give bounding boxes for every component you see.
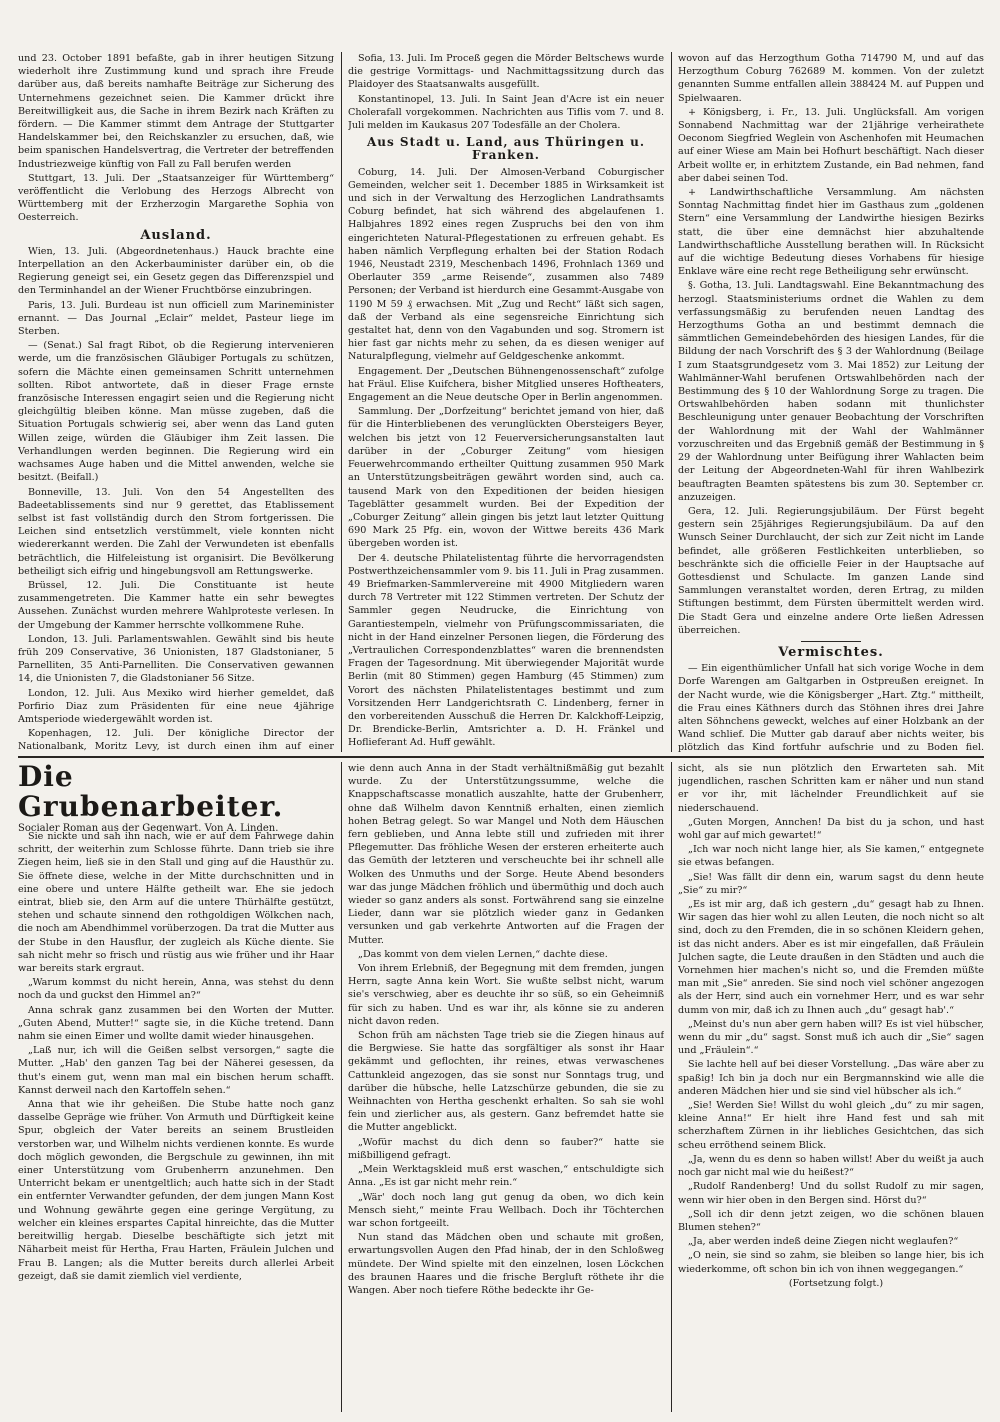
article-wien: Wien, 13. Juli. (Abgeordnetenhaus.) Hauck brachte eine Interpellation an den Ackerbauminister darüber ein, ob die Regierung geneigt sei, ein Gesetz gegen das Differenzspiel und den Terminhandel an der Wiener Fruchtbörse einzubringen. [18, 245, 334, 297]
serial-subtitle: Socialer Roman aus der Gegenwart. Von A. Linden. [18, 823, 279, 832]
article-ausfuhr-continued: wovon auf das Herzogthum Gotha 714790 M, und auf das Herzogthum Coburg 762689 M. kommen. Von der zuletzt genannten Summe entfallen allein 388424 M. auf Puppen und Spielwaaren. [678, 53, 984, 104]
serial-paragraph: „Sie! Werden Sie! Willst du wohl gleich „du“ zu mir sagen, kleine Anna!“ Er hielt ihre Hand fest und sah mit scherzhaftem Zürnen in ihr liebliches Gesichtchen, das sich scheu erröthend seinem Blick. [678, 1100, 984, 1151]
article-paris-senat: — (Senat.) Sal fragt Ribot, ob die Regierung intervenieren werde, um die französischen Gläubiger Portugals zu schützen, sofern die Mächte einen gemeinsamen Schritt unternehmen sollten. Ribot antwortete, daß in dieser Frage ernste französische Interessen engagirt seien und die Regierung nicht gleichgültig bleiben könne. Man müsse zugeben, daß die Situation Portugals schwierig sei, aber wenn das Land guten Willen zeige, würden die Gläubiger ihm Zeit lassen. Die Verhandlungen werden beginnen. Die Regierung wird ein wachsames Auge haben und die Mittel anwenden, welche sie besitzt. (Beifall.) [18, 340, 334, 484]
serial-paragraph: „Ja, aber werden indeß deine Ziegen nicht weglaufen?“ [688, 1236, 959, 1248]
serial-paragraph: „O nein, sie sind so zahm, sie bleiben so lange hier, bis ich wiederkomme, oft schon bin ich von ihnen weggegangen.“ [678, 1250, 984, 1275]
article-konstantinopel: Konstantinopel, 13. Juli. In Saint Jean d'Acre ist ein neuer Cholerafall vorgekommen. Nachrichten aus Tiflis vom 7. und 8. Juli melden im Kaukasus 207 Todesfälle an der Cholera. [348, 93, 664, 132]
column-divider [671, 762, 672, 1412]
column-top-left [18, 52, 334, 752]
serial-paragraph: „Soll ich dir denn jetzt zeigen, wo die schönen blauen Blumen stehen?“ [678, 1208, 984, 1233]
article-bonneville: Bonneville, 13. Juli. Von den 54 Angestellten des Badeetablissements sind nur 9 gerettet, das Etablissement selbst ist fast vollständig durch den Strom fortgerissen. Die Leichen sind entsetzlich verstümmelt, viele konnten nicht wiedererkannt werden. Die Zahl der Verwundeten ist ebenfalls beträchtlich, die Hilfeleistung ist organisirt. Die Bevölkerung betheiligt sich eifrig und hingebungsvoll am Rettungswerke. [18, 486, 334, 577]
serial-continued-note: (Fortsetzung folgt.) [788, 1277, 884, 1289]
serial-paragraph: sicht, als sie nun plötzlich den Erwarteten sah. Mit jugendlichen, raschen Schritten kam er näher und nun stand er vor ihr, mit lächelnder Freundlichkeit auf sie niederschauend. [678, 763, 984, 814]
article-london-1: London, 13. Juli. Parlamentswahlen. Gewählt sind bis heute früh 209 Conservative, 36 Unionisten, 187 Gladstonianer, 5 Parnelliten, 35 Anti-Parnelliten. Die Conservativen gewannen 14, die Unionisten 7, die Gladstonianer 56 Sitze. [18, 633, 334, 685]
article-sofia: Sofia, 13. Juli. Im Proceß gegen die Mörder Beltschews wurde die gestrige Vormittags- und Nachmittagssitzung durch das Plaidoyer des Staatsanwalts ausgefüllt. [348, 53, 664, 91]
serial-paragraph: „Rudolf Randenberg! Und du sollst Rudolf zu mir sagen, wenn wir hier oben in den Bergen sind. Hörst du?“ [678, 1181, 984, 1206]
section-heading-ausland: Ausland. [140, 227, 212, 243]
section-heading-vermischtes: Vermischtes. [778, 644, 884, 660]
article-bruessel: Brüssel, 12. Juli. Die Constituante ist heute zusammengetreten. Die Kammer hatte ein sehr bewegtes Aussehen. Zunächst wurden mehrere Wahlproteste verlesen. In der Umgebung der Kammer herrschte vollkommene Ruhe. [18, 579, 334, 631]
article-unfall: — Ein eigenthümlicher Unfall hat sich vorige Woche in dem Dorfe Warengen am Galtgarben in Ostpreußen ereignet. In der Nacht wurde, wie die Königsberger „Hart. Ztg.“ mittheilt, die Frau eines Käthners durch das Stöhnen ihres drei Jahre alten Söhnchens geweckt, welches auf einer Holzbank an der Wand schlief. Die Mutter gab darauf aber nichts weiter, bis plötzlich das Kind fortfuhr aufschrie und zu Boden fiel. [678, 663, 984, 752]
column-divider [341, 52, 342, 752]
serial-paragraph: Schon früh am nächsten Tage trieb sie die Ziegen hinaus auf die Bergwiese. Sie hatte das sorgfältiger als sonst ihr Haar gekämmt und geflochten, ihr reines, etwas verwaschenes Cattunkleid angezogen, das sie sonst nur Sonntags trug, und darüber die hübsche, helle Latzschürze gebunden, die sie zu Weihnachten von Hertha geschenkt erhalten. So sah sie wohl fein und zierlicher aus, als gestern. Ganz befremdet hatte sie die Mutter angeblickt. [348, 1030, 664, 1134]
serial-column-2 [348, 762, 664, 1412]
article-koenigsberg: + Königsberg, i. Fr., 13. Juli. Unglücksfall. Am vorigen Sonnabend Nachmittag war der 21jährige verheirathete Oeconom Siegfried Weglein von Aschenhofen mit Heumachen auf einer Wiese am Main bei Hofhurt beschäftigt. Nach dieser Arbeit wollte er, in erhitztem Zustande, ein Bad nehmen, fand aber dabei seinen Tod. [678, 106, 984, 184]
serial-paragraph: Anna schrak ganz zusammen bei den Worten der Mutter. „Guten Abend, Mutter!“ sagte sie, in die Küche tretend. Dann nahm sie einen Eimer und wollte damit wieder hinausgehen. [18, 1004, 334, 1043]
serial-heading [18, 762, 334, 832]
serial-paragraph: „Das kommt von dem vielen Lernen,“ dachte diese. [358, 948, 608, 960]
article-philatelistentag: Der 4. deutsche Philatelistentag führte die hervorragendsten Postwerthzeichensammler vom 9. bis 11. Juli in Prag zusammen. 49 Briefmarken-Sammlervereine mit 4900 Mitgliedern waren durch 78 Vertreter mit 122 Stimmen vertreten. Der Schutz der Sammler gegen Neudrucke, die Einrichtung von Garantiestempeln, vielmehr von Prüfungscommissariaten, die nicht in der Hand einzelner Personen liegen, die Förderung des „Vertraulichen Correspondenzblattes“ waren die brennendsten Fragen der Tagesordnung. Mit überwiegender Majorität wurde Berlin (mit 80 Stimmen) gegen Hamburg (45 Stimmen) zum Vorort des nächsten Philatelistentages bestimmt und zum Vorsitzenden Herr Landgerichtsrath C. Lindenberg, ferner in den vorbereitenden Ausschuß die Herren Dr. Kalckhoff-Leipzig, Dr. Brendicke-Berlin, Amtsrichter a. D. H. Fränkel und Hoflieferant Ad. Huff gewählt. [348, 552, 664, 749]
article-gotha: §. Gotha, 13. Juli. Landtagswahl. Eine Bekanntmachung des herzogl. Staatsministeriums ordnet die Wahlen zu dem verfassungsmäßig zu berufenden neuen Landtag des Herzogthums Gotha an und bestimmt demnach die sämmtlichen Gemeindebehörden des hiesigen Landes, für die Bildung der nach Vorschrift des § 3 der Wahlordnung (Beilage I zum Staatsgrundgesetz vom 3. Mai 1852) zur Leitung der Wahlmänner-Wahl berufenen Ortswahlbehörden nach der Bestimmung des § 10 der Wahlordnung Sorge zu tragen. Die Ortswahlbehörden haben sodann mit thunlichster Beschleunigung unter genauer Beobachtung der Vorschriften der Wahlordnung mit der Wahl der Wahlmänner vorzuschreiten und das Ergebniß gemäß der Bestimmung in § 29 der Wahlordnung unter Beifügung ihrer Wahlacten beim der Leitung der Abgeordneten-Wahl für ihren Wahlbezirk beauftragten Beamten spätestens bis zum 30. September cr. anzuzeigen. [678, 280, 984, 503]
feuilleton-rule [18, 756, 984, 758]
serial-paragraph: wie denn auch Anna in der Stadt verhältnißmäßig gut bezahlt wurde. Zu der Unterstützungssumme, welche die Knappschaftscasse monatlich auszahlte, hatte der Grubenherr, ohne daß Wilhelm davon Kenntniß erhalten, einen ziemlich hohen Betrag gelegt. So war Mangel und Noth dem Häuschen fern geblieben, und Anna lebte still und zufrieden mit ihrer Pflegemutter. Das fröhliche Wesen der ersteren erheiterte auch das Gemüth der letzteren und verscheuchte bei ihr schnell alle Wolken des Unmuths und der Sorge. Heute Abend besonders war das junge Mädchen fröhlich und übermüthig und doch auch wieder so ganz anders als sonst. Fortwährend sang sie einzelne Lieder, dann war sie plötzlich wieder ganz in Gedanken versunken und gab verkehrte Antworten auf die Fragen der Mutter. [348, 763, 664, 946]
serial-paragraph: „Wofür machst du dich denn so fauber?“ hatte sie mißbilligend gefragt. [348, 1136, 664, 1161]
column-top-middle [348, 52, 664, 752]
article-engagement: Engagement. Der „Deutschen Bühnengenossenschaft“ zufolge hat Fräul. Elise Kuifchera, bisher Mitglied unseres Hoftheaters, Engagement an die Neue deutsche Oper in Berlin angenommen. [348, 365, 664, 404]
serial-paragraph: „Meinst du's nun aber gern haben will? Es ist viel hübscher, wenn du mir „du“ sagst. Sonst muß ich auch dir „Sie“ sagen und „Fräulein“.“ [678, 1018, 984, 1057]
column-divider [341, 762, 342, 1412]
article-paris: Paris, 13. Juli. Burdeau ist nun officiell zum Marineminister ernannt. — Das Journal „Eclair“ meldet, Pasteur liege im Sterben. [18, 299, 334, 338]
section-heading-stadt-land: Aus Stadt u. Land, aus Thüringen u. Franken. [366, 135, 646, 163]
article-coburg-almosen: Coburg, 14. Juli. Der Almosen-Verband Coburgischer Gemeinden, welcher seit 1. December 1885 in Wirksamkeit ist und sich in der Verwaltung des Herzoglichen Landrathsamts Coburg befindet, hat sich während des abgelaufenen 1. Halbjahres 1892 eines regen Zuspruchs bei den von ihm eingerichteten Natural-Pflegestationen zu erfreuen gehabt. Es haben nämlich Verpflegung erhalten bei der Station Rodach 1946, Neustadt 2319, Meschenbach 1496, Frohnlach 1369 und Oberlauter 359 „arme Reisende“, zusammen also 7489 Personen; der Verband ist hierdurch eine Gesammt-Ausgabe von 1190 M 59 ₰ erwachsen. Mit „Zug und Recht“ läßt sich sagen, daß der Verband als eine segensreiche Einrichtung sich gestaltet hat, denn von den Vagabunden und sog. Stromern ist hier fast gar nichts mehr zu sehen, da es diesen weniger auf Naturalpflegung, vielmehr auf Geldgeschenke ankommt. [348, 166, 664, 363]
serial-paragraph: „Guten Morgen, Annchen! Da bist du ja schon, und hast wohl gar auf mich gewartet!“ [678, 816, 984, 842]
article-stuttgart: Stuttgart, 13. Juli. Der „Staatsanzeiger für Württemberg“ veröffentlicht die Verlobung des Herzogs Albrecht von Württemberg mit der Erzherzogin Margarethe Sophia von Oesterreich. [18, 172, 334, 224]
article-london-2: London, 12. Juli. Aus Mexiko wird hierher gemeldet, daß Porfirio Diaz zum Präsidenten für eine neue 4jährige Amtsperiode wiedergewählt worden ist. [18, 687, 334, 725]
article-gera: Gera, 12. Juli. Regierungsjubiläum. Der Fürst begeht gestern sein 25jähriges Regierungsjubiläum. Da auf den Wunsch Seiner Durchlaucht, der sich zur Zeit nicht im Lande befindet, alle größeren Festlichkeiten unterblieben, so beschränkte sich die officielle Feier in der Hauptsache auf Gottesdienst und Schulacte. Im ganzen Lande sind Sammlungen veranstaltet worden, deren Ertrag, zu milden Stiftungen bestimmt, dem Fürsten übermittelt werden wird. Die Stadt Gera und einzelne andere Orte ließen Adressen überreichen. [678, 505, 984, 636]
serial-paragraph: Nun stand das Mädchen oben und schaute mit großen, erwartungsvollen Augen den Pfad hinab, der in den Schloßweg mündete. Der Wind spielte mit den einzelnen, losen Löckchen des braunen Haares und die frische Bergluft röthete ihr die Wangen. Aber noch tiefere Röthe bedeckte ihr Ge- [348, 1232, 664, 1296]
article-continuation: und 23. October 1891 befaßte, gab in ihrer heutigen Sitzung wiederholt ihre Zustimmung kund und sprach ihre Freude darüber aus, daß bereits namhafte Beiträge zur Sicherung des Unternehmens gezeichnet seien. Die Kammer drückt ihre Bereitwilligkeit aus, die Sache in ihrem Bezirk nach Kräften zu fördern. — Die Kammer stimmt dem Antrage der Stuttgarter Handelskammer bei, den Reichskanzler zu ersuchen, daß, wie beim spanischen Handelsvertrag, die Vertreter der betreffenden Industriezweige künftig von Fall zu Fall berufen werden [18, 53, 334, 170]
serial-paragraph: „Mein Werktagskleid muß erst waschen,“ entschuldigte sich Anna. „Es ist gar nicht mehr rein.“ [348, 1164, 664, 1189]
column-divider [671, 52, 672, 752]
serial-title: Die Grubenarbeiter. [18, 762, 284, 823]
serial-paragraph: Sie lachte hell auf bei dieser Vorstellung. „Das wäre aber zu spaßig! Ich bin ja doch nur ein Bergmannskind wie alle die anderen Mädchen hier und sie sind viel hübscher als ich.“ [678, 1059, 984, 1097]
serial-paragraph: „Ich war noch nicht lange hier, als Sie kamen,“ entgegnete sie etwas befangen. [678, 844, 984, 869]
serial-paragraph: „Wär' doch noch lang gut genug da oben, wo dich kein Mensch sieht,“ meinte Frau Wellbach. Doch ihr Töchterchen war schon fortgeeilt. [348, 1191, 664, 1229]
serial-paragraph: „Laß nur, ich will die Geißen selbst versorgen,“ sagte die Mutter. „Hab' den ganzen Tag bei der Näherei gesessen, da thut's einem gut, wenn man mal ein bischen herum schafft. Kannst derweil nach den Kartoffeln sehen.“ [18, 1045, 334, 1096]
article-kopenhagen: Kopenhagen, 12. Juli. Der königliche Director der Nationalbank, Moritz Levy, ist durch einen ihm auf einer [18, 728, 334, 752]
article-ausfuhr [348, 751, 664, 752]
article-landwirthschaft: + Landwirthschaftliche Versammlung. Am nächsten Sonntag Nachmittag findet hier im Gasthaus zum „goldenen Stern“ eine Versammlung der Landwirthe hiesigen Bezirks statt, die über eine demnächst hier abzuhaltende Landwirthschaftliche Ausstellung berathen will. In Rücksicht auf die wichtige Bedeutung dieses Vorhabens für hiesige Enklave wäre eine recht rege Betheiligung sehr erwünscht. [678, 187, 984, 278]
serial-paragraph: Von ihrem Erlebniß, der Begegnung mit dem fremden, jungen Herrn, sagte Anna kein Wort. Sie wußte selbst nicht, warum sie's verschwieg, aber es deuchte ihr so süß, so ein Geheimniß für sich zu haben. Und es war ihr, als könne sie zu anderen nicht davon reden. [348, 963, 664, 1027]
serial-paragraph: „Sie! Was fällt dir denn ein, warum sagst du denn heute „Sie“ zu mir?“ [678, 871, 984, 896]
article-sammlung: Sammlung. Der „Dorfzeitung“ berichtet jemand von hier, daß für die Hinterbliebenen des verunglückten Obersteigers Beyer, welchen bis jetzt von 12 Feuerversicherungsanstalten laut darüber in der „Coburger Zeitung“ vom hiesigen Feuerwehrcommando ertheilter Quittung zusammen 950 Mark an Unterstützungsbeiträgen gewährt worden sind, auch ca. tausend Mark von den Expeditionen der beiden hiesigen Tageblätter gesammelt wurden. Bei der Expedition der „Coburger Zeitung“ allein gingen bis jetzt laut letzter Quittung 690 Mark 25 Pfg. ein, wovon der Wittwe bereits 436 Mark übergeben worden ist. [348, 406, 664, 550]
serial-paragraph: „Ja, wenn du es denn so haben willst! Aber du weißt ja auch noch gar nicht mal wie du heißest?“ [678, 1153, 984, 1179]
short-divider [801, 641, 861, 642]
serial-paragraph: Sie nickte und sah ihn nach, wie er auf dem Fahrwege dahin schritt, der weiterhin zum Schlosse führte. Dann trieb sie ihre Ziegen heim, ließ sie in den Stall und ging auf die Hausthür zu. Sie öffnete diese, welche in der Mitte durchschnitten und in eine obere und untere Hälfte getheilt war. Ehe sie jedoch eintrat, blieb sie, den Arm auf die untere Thürhälfte gestützt, stehen und schaute sinnend den rothgoldigen Wölkchen nach, die noch am Abendhimmel vorüberzogen. Da trat die Mutter aus der Stube in den Hausflur, der zugleich als Küche diente. Sie sah nicht mehr so frisch und rüstig aus wie früher und ihr Haar war bereits stark ergraut. [18, 831, 334, 975]
serial-paragraph: „Es ist mir arg, daß ich gestern „du“ gesagt hab zu Ihnen. Wir sagen das hier wohl zu allen Leuten, die noch nicht so alt sind, doch zu den Fremden, die in so schönen Kleidern gehen, ist das nicht anders. Aber es ist mir eingefallen, daß Fräulein Julchen sagte, die Leute draußen in den Städten und auch die Vornehmen hier machen's nicht so, und die Fremden müßte man mit „Sie“ anreden. Sie sind noch viel schöner angezogen als der Herr, sind auch ein vornehmer Herr, und es war sehr dumm von mir, daß ich zu Ihnen auch „du“ gesagt hab'.“ [678, 899, 984, 1016]
serial-paragraph: Anna that wie ihr geheißen. Die Stube hatte noch ganz dasselbe Gepräge wie früher. Von Armuth und Dürftigkeit keine Spur, obgleich der Vater bereits an seinem Brustleiden verstorben war, und Wilhelm nichts verdienen konnte. Es wurde doch möglich gewonden, die Bergschule zu gewinnen, ihn mit einer Unterstützung vom Grubenherrn anzunehmen. Den Unterricht bekam er unentgeltlich; auch hatte sich in der Stadt ein entfernter Verwandter gefunden, der dem jungen Mann Kost und Wohnung gewährte gegen eine geringe Vergütung, zu welcher ein kleines erspartes Capital hinreichte, das die Mutter bereitwillig hergab. Dieselbe beschäftigte sich jetzt mit Näharbeit meist für Hertha, Frau Harten, Fräulein Julchen und Frau B. Langen; als die Mutter bereits durch allerlei Arbeit gezeigt, daß sie damit ziemlich viel verdiente, [18, 1099, 334, 1282]
column-top-right [678, 52, 984, 752]
serial-column-1 [18, 830, 334, 1412]
serial-paragraph: „Warum kommst du nicht herein, Anna, was stehst du denn noch da und guckst den Himmel an?“ [18, 977, 334, 1002]
serial-column-3 [678, 762, 984, 1412]
